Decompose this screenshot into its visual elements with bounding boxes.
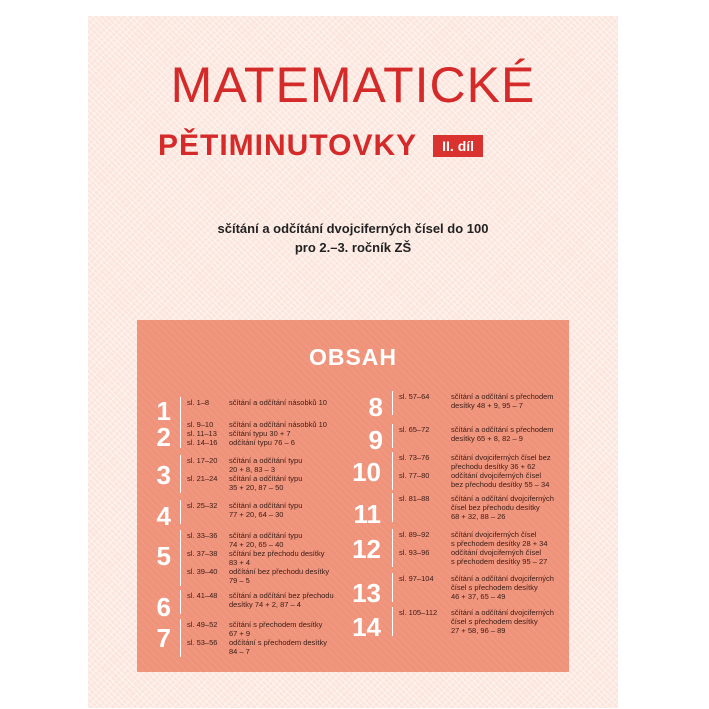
entry-description: sčítání a odčítání dvojciferných xyxy=(451,494,554,503)
page-range: sl. 41–48 xyxy=(187,591,218,600)
entry-description: sčítání dvojciferných čísel bez xyxy=(451,453,551,462)
page-range: sl. 1–8 xyxy=(187,398,210,407)
chapter-number: 10 xyxy=(352,457,381,487)
entry-description: odčítání typu 76 – 6 xyxy=(229,438,295,447)
entry-description: 74 + 20, 65 – 40 xyxy=(229,540,284,549)
entry-divider xyxy=(180,455,181,493)
entry-divider xyxy=(392,452,393,490)
page-range: sl. 93–96 xyxy=(399,548,430,557)
chapter-number: 11 xyxy=(353,499,381,529)
entry-description: sčítání a odčítání dvojciferných xyxy=(451,608,554,617)
entry-divider xyxy=(180,590,181,614)
entry-description: sčítání bez přechodu desítky xyxy=(229,549,325,558)
entry-description: odčítání dvojciferných čísel xyxy=(451,471,542,480)
book-title: MATEMATICKÉ xyxy=(170,57,536,113)
chapter-number: 3 xyxy=(156,460,171,490)
page-range: sl. 77–80 xyxy=(399,471,430,480)
page-range: sl. 17–20 xyxy=(187,456,218,465)
entry-description: desítky 65 + 8, 82 – 9 xyxy=(451,434,523,443)
page-range: sl. 65–72 xyxy=(399,425,430,434)
entry-description: 83 + 4 xyxy=(229,558,251,567)
chapter-number: 1 xyxy=(156,396,171,426)
entry-description: sčítání a odčítání typu xyxy=(229,501,303,510)
page-range: sl. 11–13 xyxy=(187,429,217,438)
contents-box xyxy=(137,320,569,672)
entry-divider xyxy=(180,419,181,448)
contents-heading: OBSAH xyxy=(308,344,398,370)
entry-divider xyxy=(180,500,181,524)
entry-description: čísel s přechodem desítky xyxy=(451,583,538,592)
entry-divider xyxy=(392,607,393,636)
entry-description: 35 + 20, 87 – 50 xyxy=(229,483,284,492)
entry-divider xyxy=(392,391,393,415)
entry-description: sčítání dvojciferných čísel xyxy=(451,530,537,539)
chapter-number: 5 xyxy=(156,541,171,571)
entry-description: 67 + 9 xyxy=(229,629,251,638)
entry-description: čísel s přechodem desítky xyxy=(451,617,538,626)
entry-divider xyxy=(180,530,181,586)
entry-description: sčítání typu 30 + 7 xyxy=(229,429,291,438)
page-range: sl. 21–24 xyxy=(187,474,218,483)
entry-description: sčítání a odčítání typu xyxy=(229,474,303,483)
page-range: sl. 39–40 xyxy=(187,567,218,576)
page-range: sl. 57–64 xyxy=(399,392,430,401)
page-range: sl. 49–52 xyxy=(187,620,218,629)
entry-description: bez přechodu desítky 55 – 34 xyxy=(451,480,550,489)
entry-description: desítky 48 + 9, 95 – 7 xyxy=(451,401,523,410)
entry-divider xyxy=(392,529,393,567)
entry-description: 79 – 5 xyxy=(229,576,250,585)
entry-description: s přechodem desítky 28 + 34 xyxy=(451,539,548,548)
entry-description: 27 + 58, 96 – 89 xyxy=(451,626,506,635)
entry-description: sčítání a odčítání typu xyxy=(229,456,303,465)
chapter-number: 13 xyxy=(352,578,381,608)
page-range: sl. 53–56 xyxy=(187,638,218,647)
entry-description: sčítání a odčítání násobků 10 xyxy=(229,398,327,407)
page-range: sl. 105–112 xyxy=(399,608,438,617)
page-range: sl. 9–10 xyxy=(187,420,214,429)
entry-description: 84 – 7 xyxy=(229,647,250,656)
entry-description: sčítání a odčítání násobků 10 xyxy=(229,420,327,429)
entry-description: přechodu desítky 36 + 62 xyxy=(451,462,536,471)
chapter-number: 7 xyxy=(156,623,171,653)
entry-description: 20 + 8, 83 – 3 xyxy=(229,465,276,474)
entry-description: 46 + 37, 65 – 49 xyxy=(451,592,506,601)
entry-divider xyxy=(392,493,393,522)
description-line-1: sčítání a odčítání dvojciferných čísel do 100 xyxy=(217,221,489,236)
entry-description: sčítání s přechodem desítky xyxy=(229,620,323,629)
entry-divider xyxy=(180,619,181,657)
entry-description: sčítání a odčítání s přechodem xyxy=(451,425,554,434)
chapter-number: 6 xyxy=(156,592,171,622)
entry-description: 77 + 20, 64 – 30 xyxy=(229,510,284,519)
entry-description: sčítání a odčítání dvojciferných xyxy=(451,574,554,583)
entry-description: odčítání bez přechodu desítky xyxy=(229,567,330,576)
page-range: sl. 33–36 xyxy=(187,531,218,540)
chapter-number: 14 xyxy=(352,612,381,642)
entry-divider xyxy=(392,424,393,448)
subtitle-row xyxy=(158,129,483,163)
page-range: sl. 25–32 xyxy=(187,501,218,510)
entry-divider xyxy=(180,397,181,421)
entry-description: 68 + 32, 88 – 26 xyxy=(451,512,506,521)
page-range: sl. 37–38 xyxy=(187,549,218,558)
part-badge: II. díl xyxy=(433,135,483,158)
entry-description: odčítání s přechodem desítky xyxy=(229,638,327,647)
description-line-2: pro 2.–3. ročník ZŠ xyxy=(294,240,412,255)
entry-description: sčítání a odčítání bez přechodu xyxy=(229,591,334,600)
chapter-number: 9 xyxy=(368,425,383,455)
entry-description: čísel bez přechodu desítky xyxy=(451,503,540,512)
page-range: sl. 89–92 xyxy=(399,530,430,539)
entry-divider xyxy=(392,573,393,602)
entry-description: odčítání dvojciferných čísel xyxy=(451,548,542,557)
entry-description: sčítání a odčítání s přechodem xyxy=(451,392,554,401)
entry-description: desítky 74 + 2, 87 – 4 xyxy=(229,600,301,609)
entry-description: sčítání a odčítání typu xyxy=(229,531,303,540)
page-range: sl. 73–76 xyxy=(399,453,430,462)
chapter-number: 8 xyxy=(368,392,383,422)
page-range: sl. 97–104 xyxy=(399,574,434,583)
book-cover xyxy=(88,16,618,708)
page-range: sl. 81–88 xyxy=(399,494,430,503)
chapter-number: 2 xyxy=(156,422,171,452)
entry-description: s přechodem desítky 95 – 27 xyxy=(451,557,548,566)
chapter-number: 4 xyxy=(156,501,171,531)
book-subtitle: PĚTIMINUTOVKY xyxy=(158,129,418,162)
chapter-number: 12 xyxy=(352,534,381,564)
page-range: sl. 14–16 xyxy=(187,438,218,447)
